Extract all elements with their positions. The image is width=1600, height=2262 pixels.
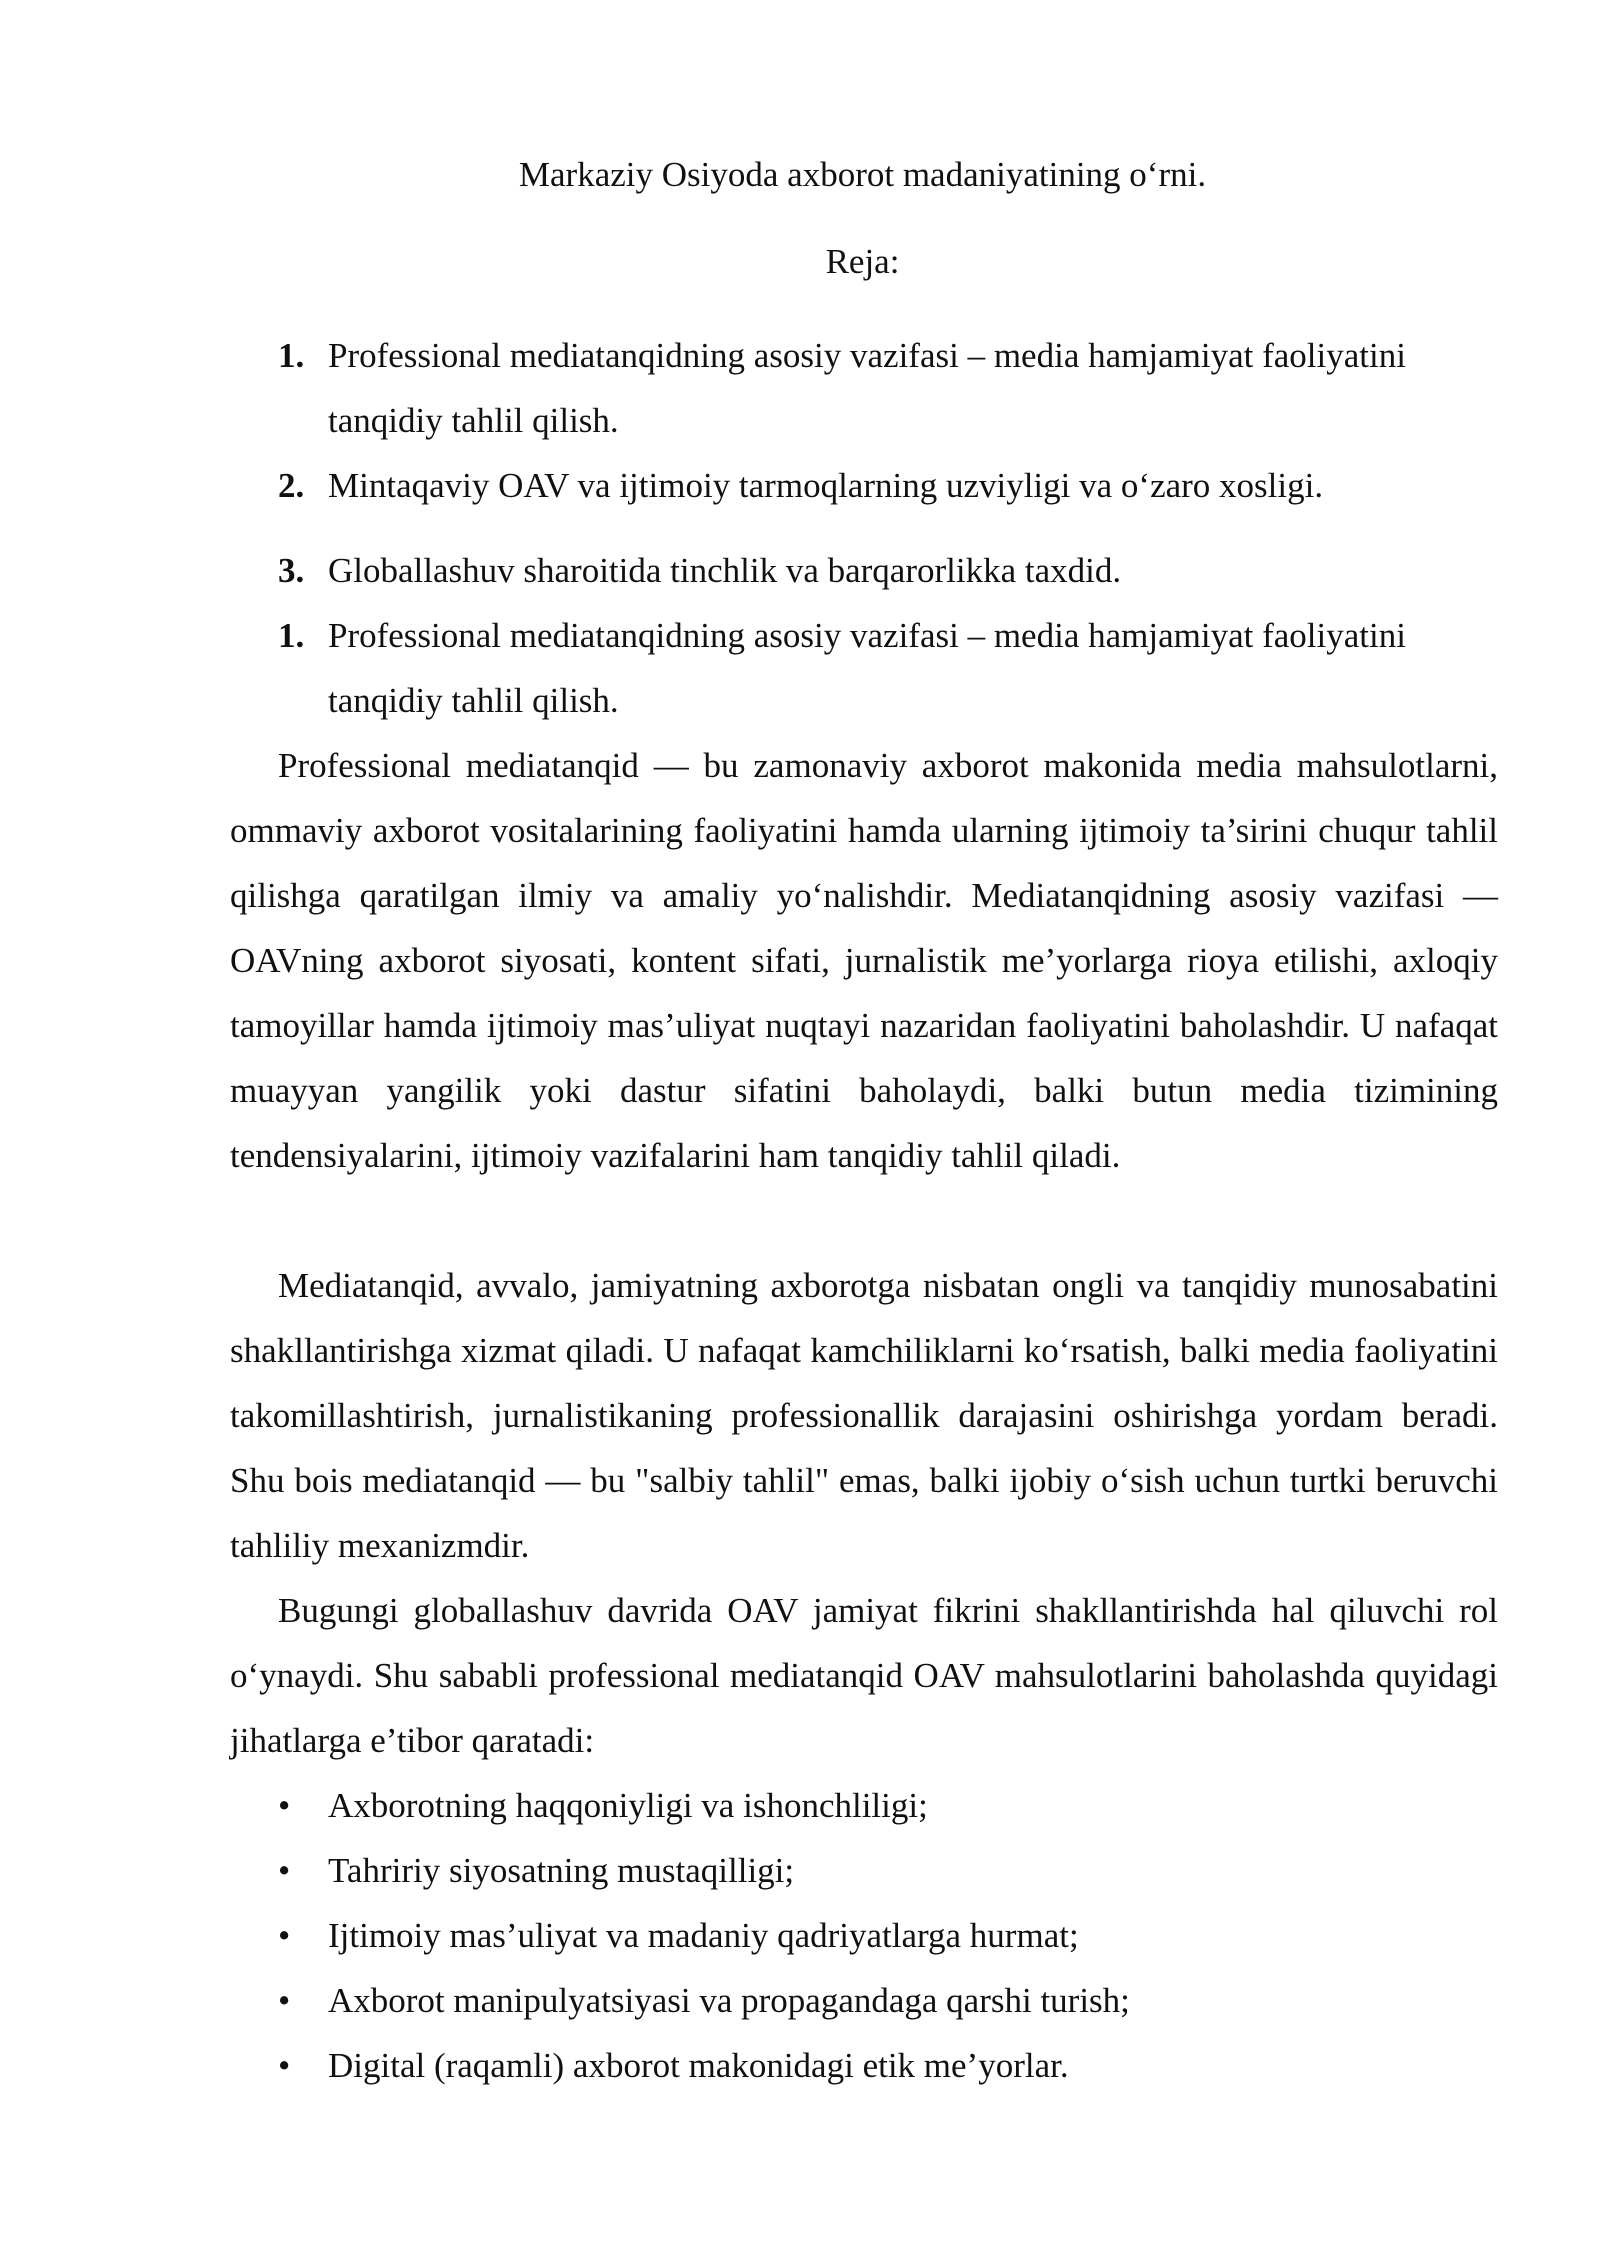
- document-title: Markaziy Osiyoda axborot madaniyatining o‘rni.: [518, 155, 1207, 194]
- bullet-item-4: [278, 1968, 1498, 2033]
- plan-item-text: Professional mediatanqidning asosiy vazifasi – media hamjamiyat faoliyatini tanqidiy tahlil qilish.: [328, 336, 1406, 440]
- section-heading: [278, 603, 1498, 733]
- bullet-icon: •: [278, 1916, 291, 1955]
- bullet-icon: •: [278, 1786, 291, 1825]
- bullet-text: Axborotning haqqoniyligi va ishonchliligi;: [328, 1786, 928, 1825]
- bullet-text: Tahririy siyosatning mustaqilligi;: [328, 1851, 795, 1890]
- bullet-item-5: [278, 2033, 1498, 2098]
- plan-item-text: Mintaqaviy OAV va ijtimoiy tarmoqlarning uzviyligi va o‘zaro xosligi.: [328, 466, 1324, 505]
- plan-heading: Reja:: [825, 242, 900, 281]
- body-paragraph-2: Mediatanqid, avvalo, jamiyatning axborotga nisbatan ongli va tanqidiy munosabatini shakllantirishga xizmat qiladi. U nafaqat kamchiliklarni ko‘rsatish, balki media faoliyatini takomillashtirish, jurnalistikaning professionallik darajasini oshirishga yordam beradi. Shu bois mediatanqid — bu "salbiy tahlil" emas, balki ijobiy o‘sish uchun turtki beruvchi tahliliy mexanizmdir.: [230, 1266, 1498, 1565]
- plan-item-number: 3.: [278, 551, 305, 590]
- bullet-item-3: [278, 1903, 1498, 1968]
- bullet-text: Axborot manipulyatsiyasi va propagandaga qarshi turish;: [328, 1981, 1130, 2020]
- section-heading-text: Professional mediatanqidning asosiy vazifasi – media hamjamiyat faoliyatini tanqidiy tahlil qilish.: [328, 616, 1406, 720]
- body-paragraph-1: Professional mediatanqid — bu zamonaviy axborot makonida media mahsulotlarni, ommaviy axborot vositalarining faoliyatini hamda ularning ijtimoiy ta’sirini chuqur tahlil qilishga qaratilgan ilmiy va amaliy yo‘nalishdir. Mediatanqidning asosiy vazifasi — OAVning axborot siyosati, kontent sifati, jurnalistik me’yorlarga rioya etilishi, axloqiy tamoyillar hamda ijtimoiy mas’uliyat nuqtayi nazaridan faoliyatini baholashdir. U nafaqat muayyan yangilik yoki dastur sifatini baholaydi, balki butun media tizimining tendensiyalarini, ijtimoiy vazifalarini ham tanqidiy tahlil qiladi.: [230, 746, 1498, 1175]
- plan-item-3: [278, 538, 1498, 603]
- plan-item-2: [278, 453, 1498, 518]
- plan-item-text: Globallashuv sharoitida tinchlik va barqarorlikka taxdid.: [328, 551, 1122, 590]
- plan-item-1: [278, 323, 1498, 453]
- bullet-icon: •: [278, 2046, 291, 2085]
- bullet-text: Ijtimoiy mas’uliyat va madaniy qadriyatlarga hurmat;: [328, 1916, 1079, 1955]
- bullet-item-1: [278, 1773, 1498, 1838]
- bullet-icon: •: [278, 1851, 291, 1890]
- plan-item-number: 2.: [278, 466, 305, 505]
- section-heading-number: 1.: [278, 616, 305, 655]
- bullet-text: Digital (raqamli) axborot makonidagi etik me’yorlar.: [328, 2046, 1069, 2085]
- bullet-icon: •: [278, 1981, 291, 2020]
- plan-item-number: 1.: [278, 336, 305, 375]
- body-paragraph-3: Bugungi globallashuv davrida OAV jamiyat fikrini shakllantirishda hal qiluvchi rol o‘ynaydi. Shu sababli professional mediatanqid OAV mahsulotlarini baholashda quyidagi jihatlarga e’tibor qaratadi:: [230, 1591, 1498, 1760]
- bullet-item-2: [278, 1838, 1498, 1903]
